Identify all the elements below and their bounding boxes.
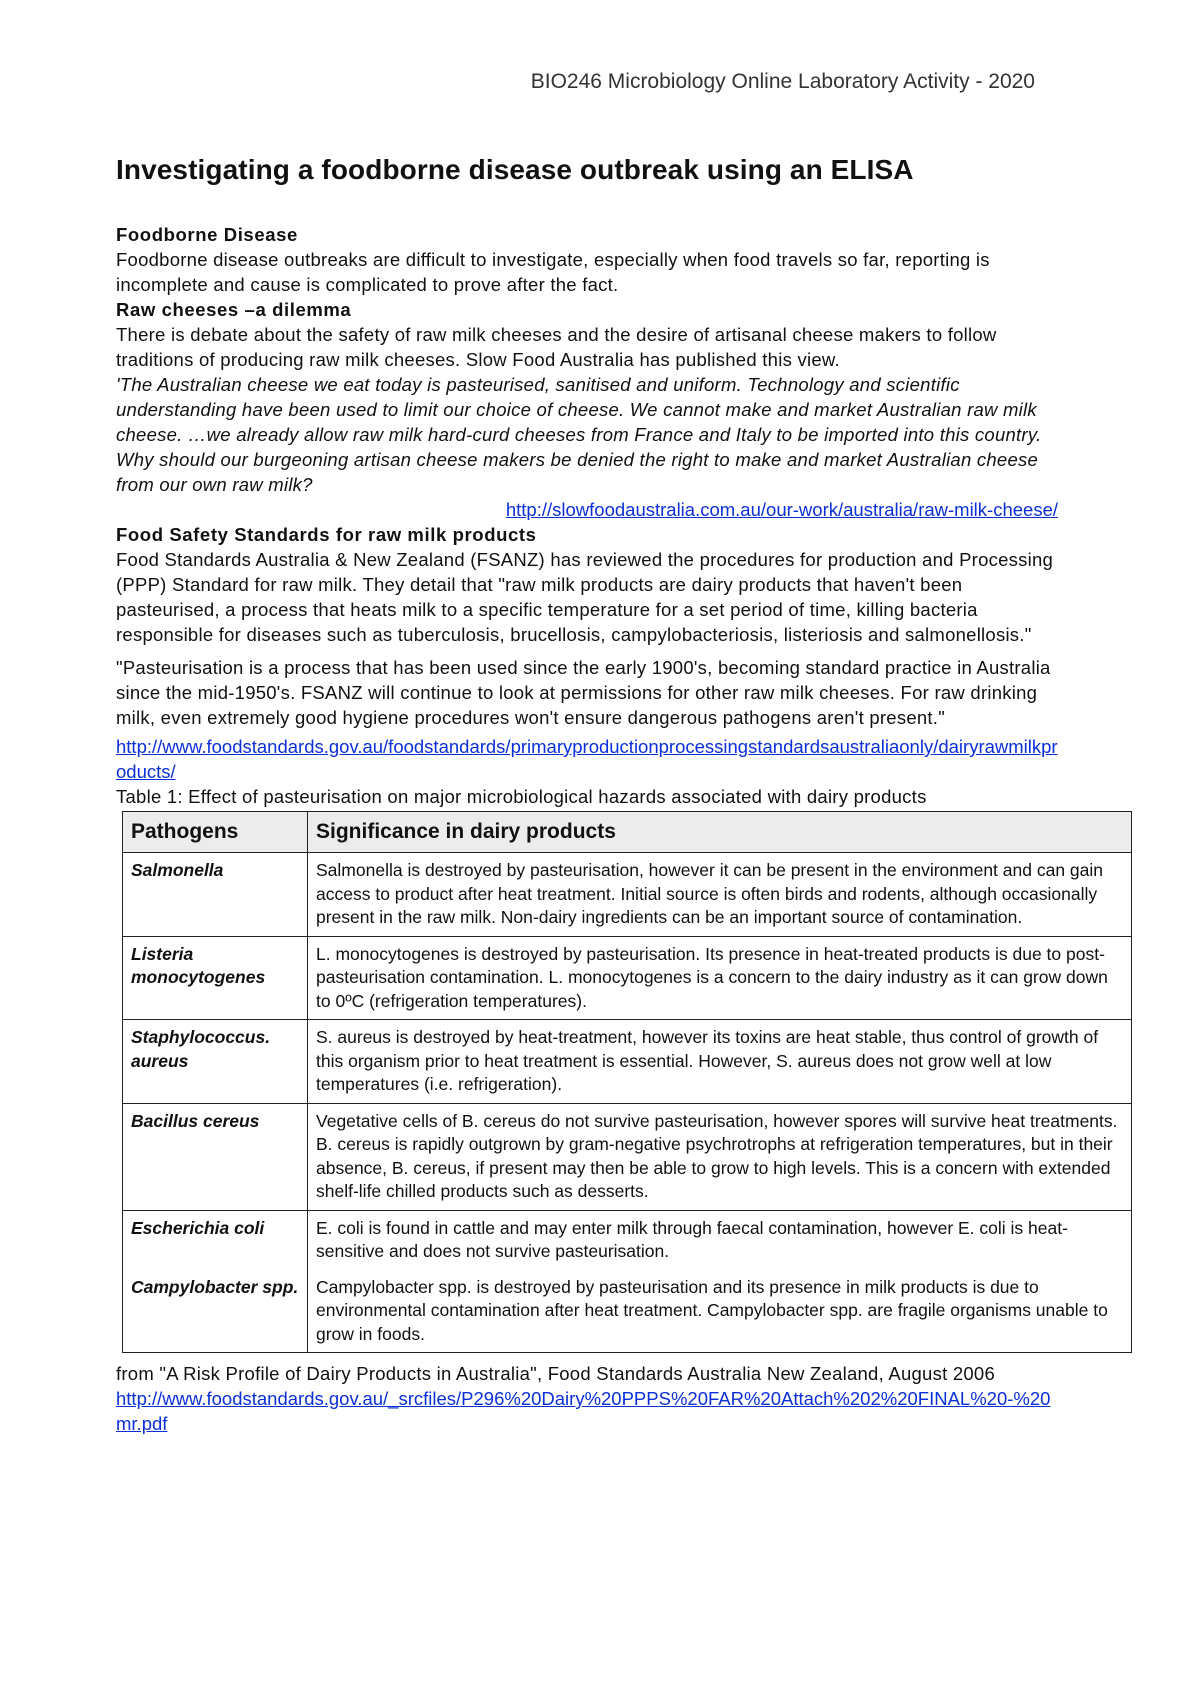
standards-paragraph-2: "Pasteurisation is a process that has been used since the early 1900's, becoming standard practice in Australia since the mid-1950's. FSANZ will continue to look at permissions for other raw milk cheeses. For raw drinking milk, even extremely good hygiene procedures won't ensure dangerous pathogens aren't present." bbox=[116, 657, 1051, 728]
header-significance: Significance in dairy products bbox=[308, 812, 1132, 853]
pathogen-significance: Vegetative cells of B. cereus do not survive pasteurisation, however spores will survive heat treatments. B. cereus is rapidly outgrown by gram-negative psychrotrophs at refrigeration temperatures, but in their absence, B. cereus, if present may then be able to grow to high levels. This is a concern with extended shelf-life chilled products such as desserts. bbox=[308, 1103, 1132, 1210]
pathogen-name: Listeria monocytogenes bbox=[123, 936, 308, 1020]
pathogen-significance: E. coli is found in cattle and may enter milk through faecal contamination, however E. coli is heat-sensitive and does not survive pasteurisation. bbox=[308, 1210, 1132, 1270]
table-row bbox=[123, 1270, 1132, 1353]
pathogen-significance: L. monocytogenes is destroyed by pasteurisation. Its presence in heat-treated products is due to post-pasteurisation contamination. L. monocytogenes is a concern to the dairy industry as it can grow down to 0ºC (refrigeration temperatures). bbox=[308, 936, 1132, 1020]
pathogen-name: Staphylococcus. aureus bbox=[123, 1020, 308, 1104]
heading-food-safety-standards: Food Safety Standards for raw milk products bbox=[116, 524, 537, 545]
heading-foodborne-disease: Foodborne Disease bbox=[116, 224, 298, 245]
header-pathogens: Pathogens bbox=[123, 812, 308, 853]
table-row bbox=[123, 1020, 1132, 1104]
pathogen-name: Escherichia coli bbox=[123, 1210, 308, 1270]
table-row bbox=[123, 853, 1132, 937]
pathogen-significance: S. aureus is destroyed by heat-treatment, however its toxins are heat stable, thus control of growth of this organism prior to heat treatment is essential. However, S. aureus does not grow well at low temperatures (i.e. refrigeration). bbox=[308, 1020, 1132, 1104]
pathogen-significance: Campylobacter spp. is destroyed by pasteurisation and its presence in milk products is due to environmental contamination after heat treatment. Campylobacter spp. are fragile organisms unable to grow in foods. bbox=[308, 1270, 1132, 1353]
pathogen-name: Salmonella bbox=[123, 853, 308, 937]
spacer bbox=[116, 647, 1062, 655]
fsanz-raw-milk-link[interactable]: http://www.foodstandards.gov.au/foodstandards/primaryproductionprocessingstandardsaustraliaonly/dairyrawmilkproducts/ bbox=[116, 736, 1058, 782]
source-citation: from "A Risk Profile of Dairy Products in Australia", Food Standards Australia New Zealand, August 2006 bbox=[116, 1363, 995, 1384]
table-header-row bbox=[123, 812, 1132, 853]
raw-cheeses-paragraph: There is debate about the safety of raw milk cheeses and the desire of artisanal cheese makers to follow traditions of producing raw milk cheeses. Slow Food Australia has published this view. bbox=[116, 324, 997, 370]
foodborne-paragraph: Foodborne disease outbreaks are difficult to investigate, especially when food travels so far, reporting is incomplete and cause is complicated to prove after the fact. bbox=[116, 249, 990, 295]
heading-raw-cheeses: Raw cheeses –a dilemma bbox=[116, 299, 352, 320]
table-row bbox=[123, 936, 1132, 1020]
table-row bbox=[123, 1103, 1132, 1210]
pathogens-table bbox=[122, 811, 1132, 1353]
table-row bbox=[123, 1210, 1132, 1270]
table-caption: Table 1: Effect of pasteurisation on major microbiological hazards associated with dairy products bbox=[116, 786, 927, 807]
pathogen-significance: Salmonella is destroyed by pasteurisation, however it can be present in the environment and can gain access to product after heat treatment. Initial source is often birds and rodents, although occasionally present in the raw milk. Non-dairy ingredients can be an important source of contamination. bbox=[308, 853, 1132, 937]
standards-paragraph-1: Food Standards Australia & New Zealand (FSANZ) has reviewed the procedures for production and Processing (PPP) Standard for raw milk. They detail that "raw milk products are dairy products that haven't been pasteurised, a process that heats milk to a specific temperature for a set period of time, killing bacteria responsible for diseases such as tuberculosis, brucellosis, campylobacteriosis, listeriosis and salmonellosis." bbox=[116, 549, 1054, 645]
page-header: BIO246 Microbiology Online Laboratory Activity - 2020 bbox=[530, 70, 1035, 93]
document-body bbox=[116, 154, 1118, 1436]
risk-profile-link[interactable]: http://www.foodstandards.gov.au/_srcfiles/P296%20Dairy%20PPPS%20FAR%20Attach%202%20FINAL%20-%20mr.pdf bbox=[116, 1388, 1051, 1434]
pathogen-name: Bacillus cereus bbox=[123, 1103, 308, 1210]
pathogen-name: Campylobacter spp. bbox=[123, 1270, 308, 1353]
slow-food-link[interactable]: http://slowfoodaustralia.com.au/our-work/australia/raw-milk-cheese/ bbox=[505, 499, 1058, 520]
document-title: Investigating a foodborne disease outbreak using an ELISA bbox=[116, 154, 914, 185]
slow-food-quote: 'The Australian cheese we eat today is pasteurised, sanitised and uniform. Technology and scientific understanding have been used to limit our choice of cheese. We cannot make and market Australian raw milk cheese. …we already allow raw milk hard-curd cheeses from France and Italy to be imported into this country. Why should our burgeoning artisan cheese makers be denied the right to make and market Australian cheese from our own raw milk? bbox=[116, 374, 1042, 495]
